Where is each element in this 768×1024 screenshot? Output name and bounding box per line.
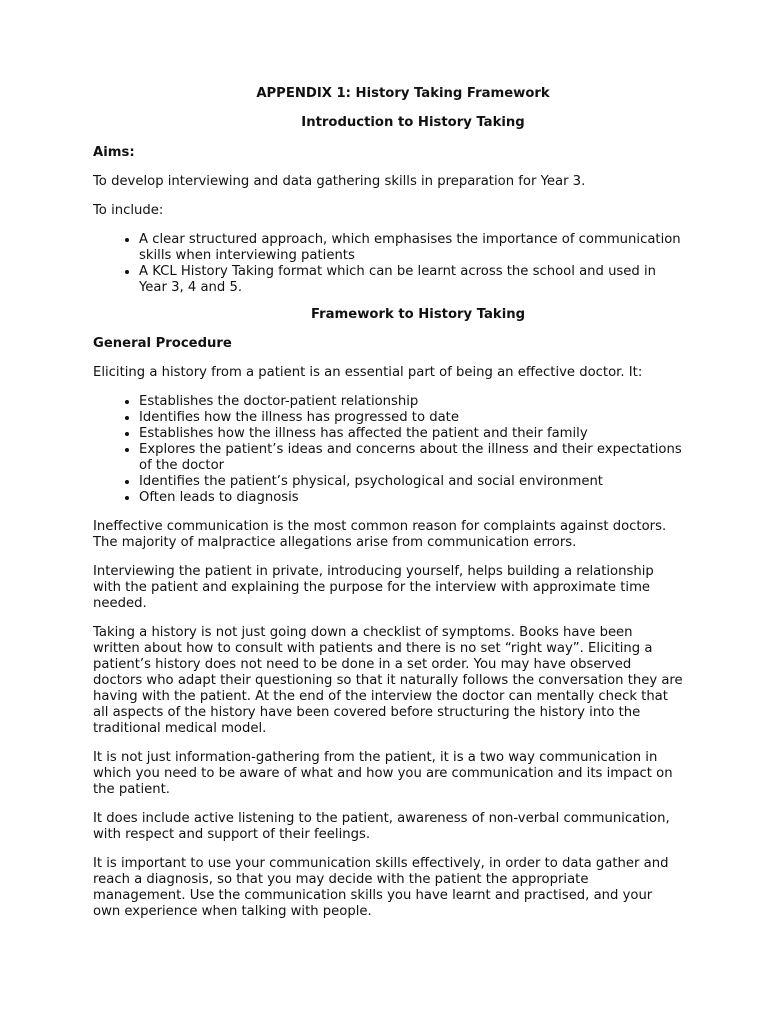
- list-item: • Establishes the doctor-patient relationship: [139, 394, 683, 410]
- aims-text: To develop interviewing and data gathering skills in preparation for Year 3.: [93, 174, 586, 189]
- list-item: • Identifies the patient’s physical, psychological and social environment: [139, 474, 683, 490]
- list-item: • Often leads to diagnosis: [139, 490, 683, 506]
- procedure-list: [93, 394, 683, 506]
- paragraph: Interviewing the patient in private, introducing yourself, helps building a relationship with the patient and explaining the purpose for the interview with approximate time needed.: [93, 564, 654, 611]
- framework-title: Framework to History Taking: [310, 307, 526, 322]
- appendix-title: APPENDIX 1: History Taking Framework: [256, 86, 550, 101]
- list-item: • Identifies how the illness has progressed to date: [139, 410, 683, 426]
- paragraph: It is not just information-gathering from the patient, it is a two way communication in which you need to be aware of what and how you are communication and its impact on the patient.: [93, 750, 673, 797]
- paragraph: Ineffective communication is the most common reason for complaints against doctors. The majority of malpractice allegations arise from communication errors.: [93, 519, 667, 550]
- include-list: [93, 232, 683, 296]
- general-intro: Eliciting a history from a patient is an essential part of being an effective doctor. It:: [93, 365, 643, 380]
- list-item: • Establishes how the illness has affected the patient and their family: [139, 426, 683, 442]
- intro-title: Introduction to History Taking: [301, 115, 525, 130]
- list-item: • A clear structured approach, which emphasises the importance of communication skills when interviewing patients: [139, 232, 683, 264]
- to-include-label: To include:: [93, 203, 164, 218]
- list-item: • A KCL History Taking format which can be learnt across the school and used in Year 3, 4 and 5.: [139, 264, 683, 296]
- document-body: [93, 86, 683, 920]
- aims-heading: Aims:: [93, 145, 135, 160]
- paragraph: It does include active listening to the patient, awareness of non-verbal communication, with respect and support of their feelings.: [93, 811, 670, 842]
- list-item: • Explores the patient’s ideas and concerns about the illness and their expectations of the doctor: [139, 442, 683, 474]
- paragraph: Taking a history is not just going down a checklist of symptoms. Books have been written about how to consult with patients and there is no set “right way”. Eliciting a patient’s history does not need to be done in a set order. You may have observed doctors who adapt their questioning so that it naturally follows the conversation they are having with the patient. At the end of the interview the doctor can mentally check that all aspects of the history have been covered before structuring the history into the traditional medical model.: [93, 625, 683, 736]
- paragraph: It is important to use your communication skills effectively, in order to data gather and reach a diagnosis, so that you may decide with the patient the appropriate management. Use the communication skills you have learnt and practised, and your own experience when talking with people.: [93, 856, 669, 919]
- general-procedure-heading: General Procedure: [93, 336, 232, 351]
